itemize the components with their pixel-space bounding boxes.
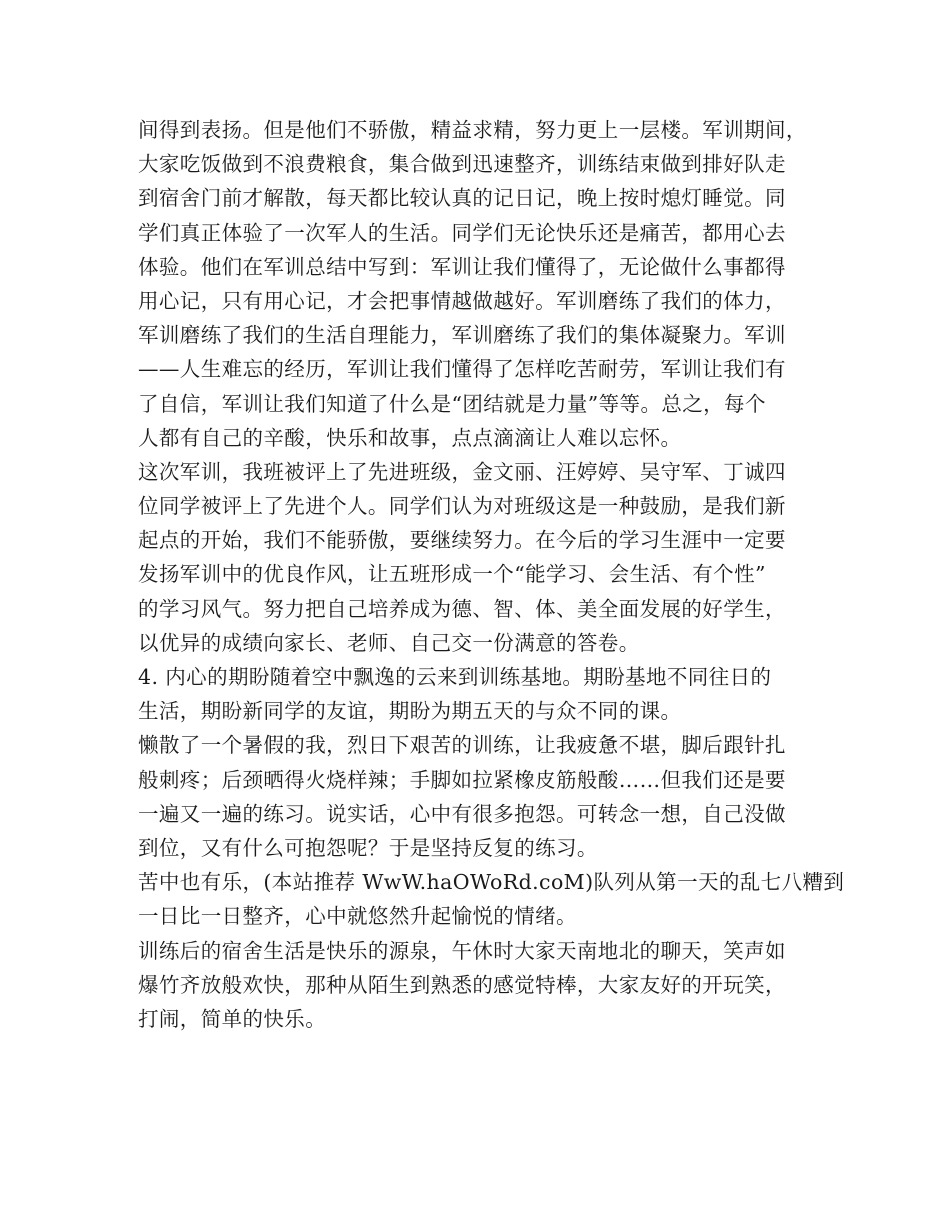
text-line: 体验。他们在军训总结中写到：军训让我们懂得了，无论做什么事都得 [138,254,786,279]
text-line: 苦中也有乐，(本站推荐 WwW.haOWoRd.coM)队列从第一天的乱七八糟到 [138,870,845,895]
text-line: 到宿舍门前才解散，每天都比较认真的记日记，晚上按时熄灯睡觉。同 [138,186,786,211]
text-line: 懒散了一个暑假的我，烈日下艰苦的训练，让我疲惫不堪，脚后跟针扎 [138,733,786,758]
text-line: 爆竹齐放般欢快，那种从陌生到熟悉的感觉特棒，大家友好的开玩笑， [138,972,786,997]
text-line: 一遍又一遍的练习。说实话，心中有很多抱怨。可转念一想，自己没做 [138,801,786,826]
text-line: 用心记，只有用心记，才会把事情越做越好。军训磨练了我们的体力， [138,288,786,313]
text-line: 一日比一日整齐，心中就悠然升起愉悦的情绪。 [138,904,577,929]
text-line: 了自信，军训让我们知道了什么是“团结就是力量”等等。总之，每个 [138,391,766,416]
text-line: 训练后的宿舍生活是快乐的源泉，午休时大家天南地北的聊天，笑声如 [138,938,786,963]
text-line: 位同学被评上了先进个人。同学们认为对班级这是一种鼓励，是我们新 [138,494,786,519]
text-line: 般刺疼；后颈晒得火烧样辣；手脚如拉紧橡皮筋般酸……但我们还是要 [138,767,786,792]
text-line: 发扬军训中的优良作风，让五班形成一个“能学习、会生活、有个性” [138,562,766,587]
text-line: 到位，又有什么可抱怨呢？于是坚持反复的练习。 [138,835,598,860]
text-line: 间得到表扬。但是他们不骄傲，精益求精，努力更上一层楼。军训期间， [138,118,807,142]
text-line: 人都有自己的辛酸，快乐和故事，点点滴滴让人难以忘怀。 [138,425,682,450]
text-line: ——人生难忘的经历，军训让我们懂得了怎样吃苦耐劳，军训让我们有 [138,357,786,382]
text-line: 学们真正体验了一次军人的生活。同学们无论快乐还是痛苦，都用心去 [138,220,786,245]
text-line: 军训磨练了我们的生活自理能力，军训磨练了我们的集体凝聚力。军训 [138,323,786,348]
text-line: 4. 内心的期盼随着空中飘逸的云来到训练基地。期盼基地不同往日的 [138,665,772,689]
text-line: 这次军训，我班被评上了先进班级，金文丽、汪婷婷、吴守军、丁诚四 [138,459,786,484]
text-line: 打闹，简单的快乐。 [138,1006,327,1031]
text-line: 大家吃饭做到不浪费粮食，集合做到迅速整齐，训练结束做到排好队走 [138,152,786,177]
text-line: 生活，期盼新同学的友谊，期盼为期五天的与众不同的课。 [138,699,682,724]
document-body [138,113,845,1036]
text-line: 起点的开始，我们不能骄傲，要继续努力。在今后的学习生涯中一定要 [138,528,786,553]
text-line: 以优异的成绩向家长、老师、自己交一份满意的答卷。 [138,630,640,655]
text-line: 的学习风气。努力把自己培养成为德、智、体、美全面发展的好学生， [138,596,786,621]
